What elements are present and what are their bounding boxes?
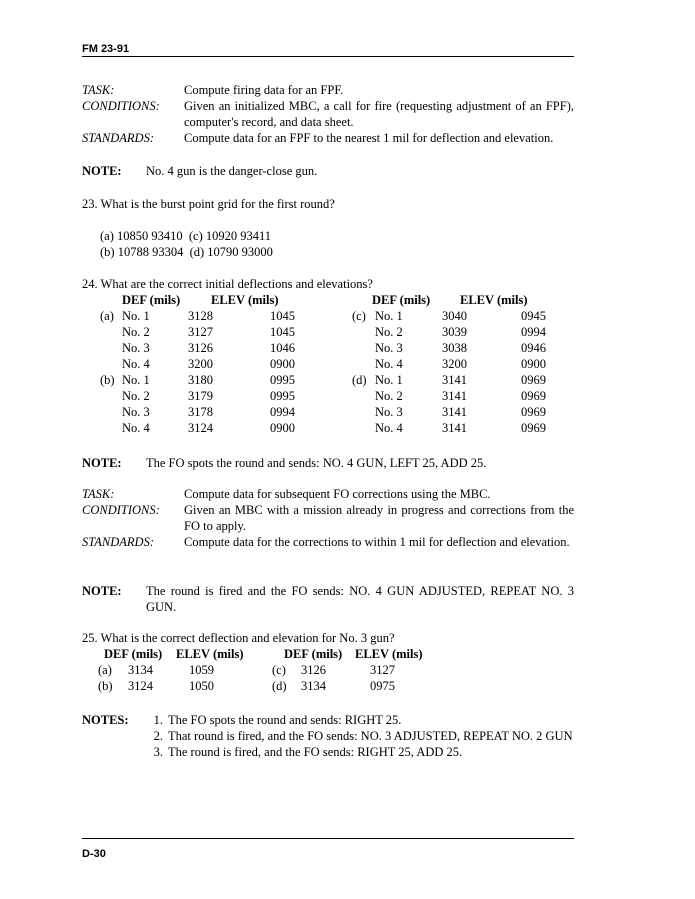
q24-elev-cell: 0945 (521, 309, 546, 323)
q24-def-cell: 3178 (188, 405, 213, 419)
note-label: NOTE: (82, 584, 122, 598)
q25-elev-cell: 1059 (189, 663, 214, 677)
q24-def-cell: 3128 (188, 309, 213, 323)
q24-gun-cell: No. 1 (375, 309, 403, 323)
q24-gun-cell: No. 3 (375, 405, 403, 419)
q25-option-label: (d) (272, 679, 287, 693)
q24-def-cell: 3180 (188, 373, 213, 387)
conditions-text: Given an MBC with a mission already in progress and corrections from the FO to apply. (184, 503, 574, 533)
q24-option-label: (c) (352, 309, 366, 323)
q24-gun-cell: No. 3 (375, 341, 403, 355)
q23-option-row-2: (b) 10788 93304 (d) 10790 93000 (100, 245, 273, 259)
q24-gun-cell: No. 2 (375, 325, 403, 339)
q24-gun-cell: No. 4 (122, 357, 150, 371)
q24-elev-cell: 0900 (270, 421, 295, 435)
q24-gun-cell: No. 4 (122, 421, 150, 435)
running-header: FM 23-91 (82, 43, 130, 55)
q24-elev-cell: 0994 (521, 325, 546, 339)
q25-def-cell: 3124 (128, 679, 153, 693)
q25-def-cell: 3126 (301, 663, 326, 677)
note-text: The round is fired and the FO sends: NO. 4 GUN ADJUSTED, REPEAT NO. 3 GUN. (146, 584, 574, 614)
q24-gun-cell: No. 1 (122, 373, 150, 387)
note-label: NOTE: (82, 456, 122, 470)
q24-gun-cell: No. 2 (375, 389, 403, 403)
note-3 (82, 583, 574, 615)
q24-def-cell: 3040 (442, 309, 467, 323)
note-2 (82, 455, 574, 471)
q24-elev-cell: 1046 (270, 341, 295, 355)
q24-elev-cell: 0900 (521, 357, 546, 371)
q24-elev-cell: 0969 (521, 389, 546, 403)
question-25: 25. What is the correct deflection and elevation for No. 3 gun? (82, 631, 395, 645)
q24-def-cell: 3039 (442, 325, 467, 339)
q25-option-label: (a) (98, 663, 112, 677)
note-text: The FO spots the round and sends: NO. 4 GUN, LEFT 25, ADD 25. (146, 456, 487, 470)
q23-option-row-1: (a) 10850 93410 (c) 10920 93411 (100, 229, 272, 243)
q24-elev-cell: 0900 (270, 357, 295, 371)
q24-def-header-left: DEF (mils) (122, 293, 181, 307)
q24-def-cell: 3124 (188, 421, 213, 435)
conditions-label: CONDITIONS: (82, 99, 160, 113)
q24-gun-cell: No. 3 (122, 341, 150, 355)
footer-rule (82, 838, 574, 839)
notes-item (148, 744, 573, 760)
notes-item (148, 728, 573, 744)
q24-elev-header-right: ELEV (mils) (460, 293, 528, 307)
standards-text: Compute data for the corrections to within 1 mil for deflection and elevation. (184, 535, 570, 549)
q25-elev-cell: 1050 (189, 679, 214, 693)
task-label: TASK: (82, 83, 115, 97)
q25-option-label: (b) (98, 679, 113, 693)
q25-elev-header-right: ELEV (mils) (355, 647, 423, 661)
notes-list (148, 712, 573, 760)
q24-gun-cell: No. 2 (122, 325, 150, 339)
standards-text: Compute data for an FPF to the nearest 1 mil for deflection and elevation. (184, 131, 554, 145)
q24-def-cell: 3038 (442, 341, 467, 355)
q24-gun-cell: No. 2 (122, 389, 150, 403)
q24-elev-cell: 0946 (521, 341, 546, 355)
q24-elev-cell: 0994 (270, 405, 295, 419)
conditions-label: CONDITIONS: (82, 503, 160, 517)
q24-elev-cell: 0969 (521, 373, 546, 387)
task-block-2 (82, 486, 574, 550)
notes-item-text: The FO spots the round and sends: RIGHT 25. (168, 713, 402, 727)
q25-def-cell: 3134 (301, 679, 326, 693)
question-23: 23. What is the burst point grid for the first round? (82, 197, 335, 211)
page-number: D-30 (82, 848, 106, 860)
q24-gun-cell: No. 3 (122, 405, 150, 419)
q24-def-cell: 3200 (188, 357, 213, 371)
q25-option-label: (c) (272, 663, 286, 677)
notes-item-text: The round is fired, and the FO sends: RIGHT 25, ADD 25. (168, 745, 463, 759)
q24-elev-header-left: ELEV (mils) (211, 293, 279, 307)
task-text: Compute firing data for an FPF. (184, 83, 344, 97)
q24-def-cell: 3141 (442, 405, 467, 419)
notes-item-number: 3. (153, 745, 163, 759)
q24-def-cell: 3126 (188, 341, 213, 355)
q24-option-label: (a) (100, 309, 114, 323)
notes-label: NOTES: (82, 713, 129, 727)
q24-option-label: (b) (100, 373, 115, 387)
notes-item (148, 712, 573, 728)
q24-elev-cell: 1045 (270, 325, 295, 339)
q24-def-cell: 3200 (442, 357, 467, 371)
q25-elev-header-left: ELEV (mils) (176, 647, 244, 661)
notes-item-number: 2. (153, 729, 163, 743)
notes-item-text: That round is fired, and the FO sends: NO. 3 ADJUSTED, REPEAT NO. 2 GUN (168, 729, 573, 743)
q24-def-cell: 3141 (442, 389, 467, 403)
header-rule (82, 56, 574, 57)
q24-def-cell: 3141 (442, 421, 467, 435)
q24-def-cell: 3141 (442, 373, 467, 387)
q24-elev-cell: 0969 (521, 421, 546, 435)
q24-gun-cell: No. 4 (375, 357, 403, 371)
q25-elev-cell: 0975 (370, 679, 395, 693)
note-text: No. 4 gun is the danger-close gun. (146, 164, 318, 178)
q24-elev-cell: 0995 (270, 373, 295, 387)
q24-gun-cell: No. 1 (375, 373, 403, 387)
task-block-1 (82, 82, 574, 146)
task-text: Compute data for subsequent FO corrections using the MBC. (184, 487, 491, 501)
q24-gun-cell: No. 1 (122, 309, 150, 323)
q25-def-header-left: DEF (mils) (104, 647, 163, 661)
q25-def-cell: 3134 (128, 663, 153, 677)
standards-label: STANDARDS: (82, 131, 154, 145)
q24-def-cell: 3179 (188, 389, 213, 403)
standards-label: STANDARDS: (82, 535, 154, 549)
q25-elev-cell: 3127 (370, 663, 395, 677)
q24-elev-cell: 0995 (270, 389, 295, 403)
q24-option-label: (d) (352, 373, 367, 387)
q24-elev-cell: 1045 (270, 309, 295, 323)
q24-def-cell: 3127 (188, 325, 213, 339)
task-label: TASK: (82, 487, 115, 501)
note-label: NOTE: (82, 164, 122, 178)
q24-def-header-right: DEF (mils) (372, 293, 431, 307)
q24-gun-cell: No. 4 (375, 421, 403, 435)
notes-item-number: 1. (153, 713, 163, 727)
note-1 (82, 163, 574, 179)
conditions-text: Given an initialized MBC, a call for fire (requesting adjustment of an FPF), computer's record, and data sheet. (184, 99, 574, 129)
question-24: 24. What are the correct initial deflections and elevations? (82, 277, 373, 291)
q25-def-header-right: DEF (mils) (284, 647, 343, 661)
q24-elev-cell: 0969 (521, 405, 546, 419)
notes-block (82, 712, 574, 760)
